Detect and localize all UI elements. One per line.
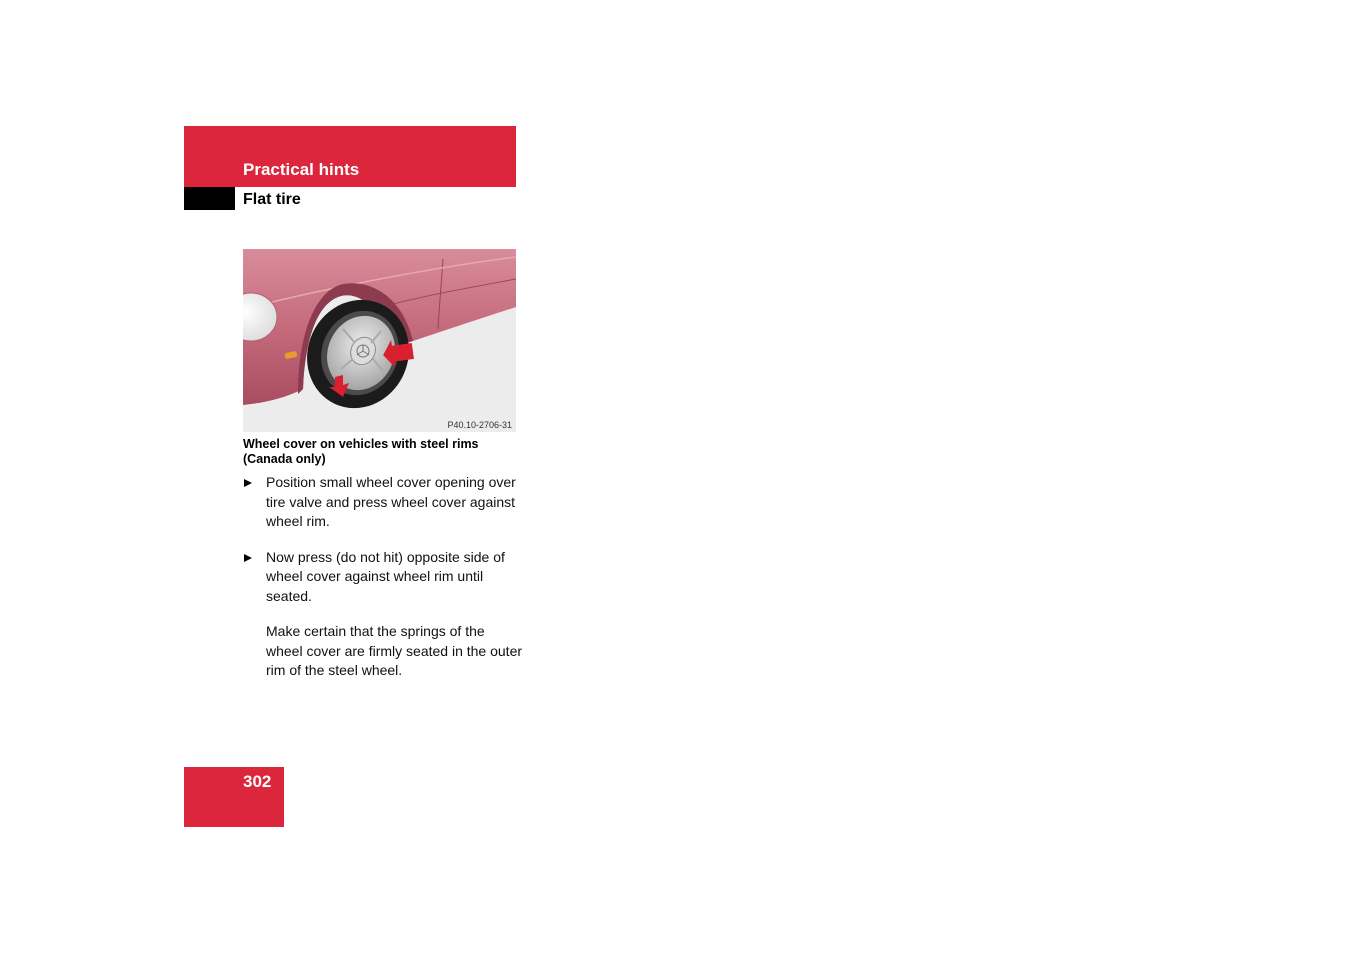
section-title: Practical hints — [243, 160, 360, 179]
instruction-step — [243, 548, 523, 607]
instruction-step-text: Position small wheel cover opening over tire valve and press wheel cover against wheel rim. — [266, 474, 516, 529]
subsection-title: Flat tire — [243, 191, 301, 208]
car-wheel-drawing — [243, 249, 516, 432]
bullet-arrow-icon — [244, 554, 252, 562]
section-tab-marker — [184, 187, 235, 210]
figure-caption: Wheel cover on vehicles with steel rims (Canada only) — [243, 437, 479, 466]
wheel-cover-illustration — [243, 249, 516, 432]
bullet-arrow-icon — [244, 479, 252, 487]
page-number: 302 — [243, 772, 272, 791]
instruction-step — [243, 473, 523, 532]
instruction-step-text: Now press (do not hit) opposite side of wheel cover against wheel rim until seated. — [266, 548, 505, 604]
figure-code: P40.10-2706-31 — [447, 420, 512, 430]
instruction-list — [243, 473, 523, 681]
note-text: Make certain that the springs of the wheel cover are firmly seated in the outer rim of the steel wheel. — [266, 623, 523, 678]
